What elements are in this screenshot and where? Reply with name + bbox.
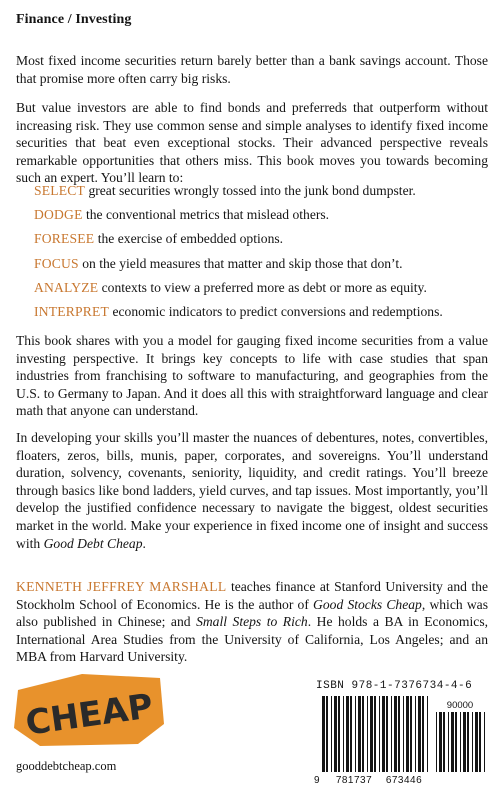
website-url: gooddebtcheap.com [16,759,117,773]
learn-item-dodge: DODGE the conventional metrics that mislead others. [34,207,330,223]
barcode-bar [443,712,445,772]
intro-paragraph: Most fixed income securities return barely better than a bank savings account. Those that promise more often carry big risks. [16,53,488,86]
isbn-text: ISBN 978-1-7376734-4-6 [316,680,473,692]
learn-list [34,182,489,327]
barcode-bar [326,696,328,772]
barcode-bar [334,696,337,772]
barcode-graphic [310,680,490,790]
barcode-bar [451,712,454,772]
cheap-logo [10,668,168,750]
barcode-bar [403,696,404,772]
barcode-bar [460,712,461,772]
barcode-bar [346,696,349,772]
isbn-barcode [310,680,490,790]
barcode-bar [338,696,340,772]
barcode-bar [386,696,388,772]
barcode-bar [379,696,380,772]
barcode-bar [439,712,442,772]
learn-item-select: SELECT great securities wrongly tossed into the junk bond dumpster. [34,183,416,198]
ean-lead-digit: 9 [314,775,320,786]
barcode-bar [479,712,481,772]
barcode-bar [463,712,466,772]
ean-left-digits: 781737 [335,775,373,786]
learn-item-interpret: INTERPRET economic indicators to predict conversions and redemptions. [34,303,443,319]
barcode-bar [362,696,364,772]
barcode-bar [472,712,473,772]
barcode-bar [358,696,361,772]
barcode-bar [343,696,344,772]
barcode-bar [374,696,376,772]
barcode-bar [331,696,332,772]
logo-text: CHEAP [23,686,156,744]
barcode-bar [394,696,397,772]
learn-item-foresee: FORESEE the exercise of embedded options. [34,231,284,247]
ean-right-digits: 673446 [385,775,423,786]
barcode-bar [391,696,392,772]
barcode-bar [455,712,457,772]
barcode-bar [410,696,412,772]
model-paragraph: This book shares with you a model for gauging fixed income securities from a value investing perspective. It brings key concepts to life with case studies that span industries from franchising to software to manufacturing, and geographies from the U.S. to Germany to Japan. And it does all this with straightforward language and clear math that anyone can understand. [16,333,488,419]
learn-item-focus: FOCUS on the yield measures that matter and skip those that don’t. [34,255,403,271]
skills-paragraph: In developing your skills you’ll master the nuances of debentures, notes, convertibles, floaters, zeros, bills, munis, paper, corporates, and sovereigns. You’ll understand duration, solvency, covenants, seniority, liquidity, and credit ratings. You’ll breeze through basics like bond ladders, yield curves, and tap issues. Most importantly, you’ll develop the justified confidence necessary to navigate the biggest, oldest securities market in the world. Make your experience in fixed income one of insight and success with Good Debt Cheap. [16,430,488,551]
barcode-bar [467,712,469,772]
barcode-bar [436,712,437,772]
barcode-bar [448,712,449,772]
barcode-bar [406,696,409,772]
barcode-bar [367,696,368,772]
barcode-bar [418,696,421,772]
barcode-bar [398,696,400,772]
barcode-bar [422,696,424,772]
barcode-bar [350,696,352,772]
price-code: 90000 [446,700,474,711]
category-label: Finance / Investing [16,12,132,27]
learn-item-analyze: ANALYZE contexts to view a preferred more as debt or more as equity. [34,279,427,295]
barcode-bar [370,696,373,772]
barcode-bar [484,712,485,772]
barcode-bar [475,712,478,772]
barcode-bar [415,696,416,772]
barcode-bar [382,696,385,772]
author-bio: KENNETH JEFFREY MARSHALL teaches finance at Stanford University and the Stockholm School of Economics. He is the author of Good Stocks Cheap, which was also published in Chinese; and Small Steps to Rich. He holds a BA in Economics, International Area Studies from the University of California, Los Angeles; and an MBA from Harvard University. [16,579,489,665]
barcode-bar [322,696,325,772]
barcode-bar [355,696,356,772]
barcode-bar [427,696,428,772]
value-investors-paragraph: But value investors are able to find bonds and preferreds that outperform without increasing risk. They use common sense and simple analyses to identify fixed income securities that beat even exceptional stocks. Their advanced perspective reveals remarkable opportunities that others miss. This book moves you towards becoming such an expert. You’ll learn to: [16,100,488,186]
